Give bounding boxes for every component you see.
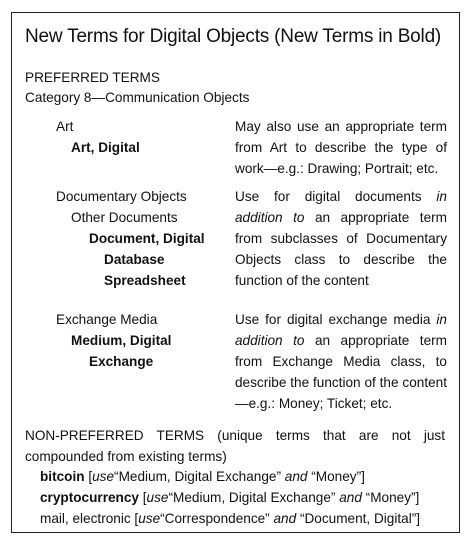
description-documentary-objects: Use for digital documents in addition to an appropriate term from subclasses of Documentary Objects class to describe the function of the content — [235, 189, 447, 288]
description-exchange-media: Use for digital exchange media in addition to an appropriate term from Exchange Media class, to describe the function of the content—e.g.: Money; Ticket; etc. — [235, 312, 447, 411]
document-box — [11, 12, 460, 533]
non-preferred-item-mail-electronic: mail, electronic [use“Correspondence” and “Document, Digital”] — [40, 511, 421, 526]
term-exchange: Exchange — [89, 354, 154, 369]
non-preferred-item-cryptocurrency: cryptocurrency [use“Medium, Digital Exchange” and “Money”] — [40, 490, 420, 505]
term-documentary-objects: Documentary Objects — [56, 189, 187, 204]
term-spreadsheet: Spreadsheet — [104, 273, 186, 288]
page-title: New Terms for Digital Objects (New Terms in Bold) — [25, 26, 442, 47]
term-document-digital: Document, Digital — [89, 231, 205, 246]
preferred-terms-heading: PREFERRED TERMS — [25, 70, 160, 85]
non-preferred-item-bitcoin: bitcoin [use“Medium, Digital Exchange” and “Money”] — [40, 469, 365, 484]
description-art: May also use an appropriate term from Art to describe the type of work—e.g.: Drawing; Portrait; etc. — [235, 119, 447, 176]
term-medium-digital: Medium, Digital — [71, 333, 172, 348]
category-heading: Category 8—Communication Objects — [25, 90, 250, 105]
term-other-documents: Other Documents — [71, 210, 178, 225]
non-preferred-heading: NON-PREFERRED TERMS (unique terms that are not just compounded from existing terms) — [25, 428, 445, 464]
term-art: Art — [56, 119, 74, 134]
term-database: Database — [104, 252, 165, 267]
term-exchange-media: Exchange Media — [56, 312, 158, 327]
term-art-digital: Art, Digital — [71, 140, 140, 155]
